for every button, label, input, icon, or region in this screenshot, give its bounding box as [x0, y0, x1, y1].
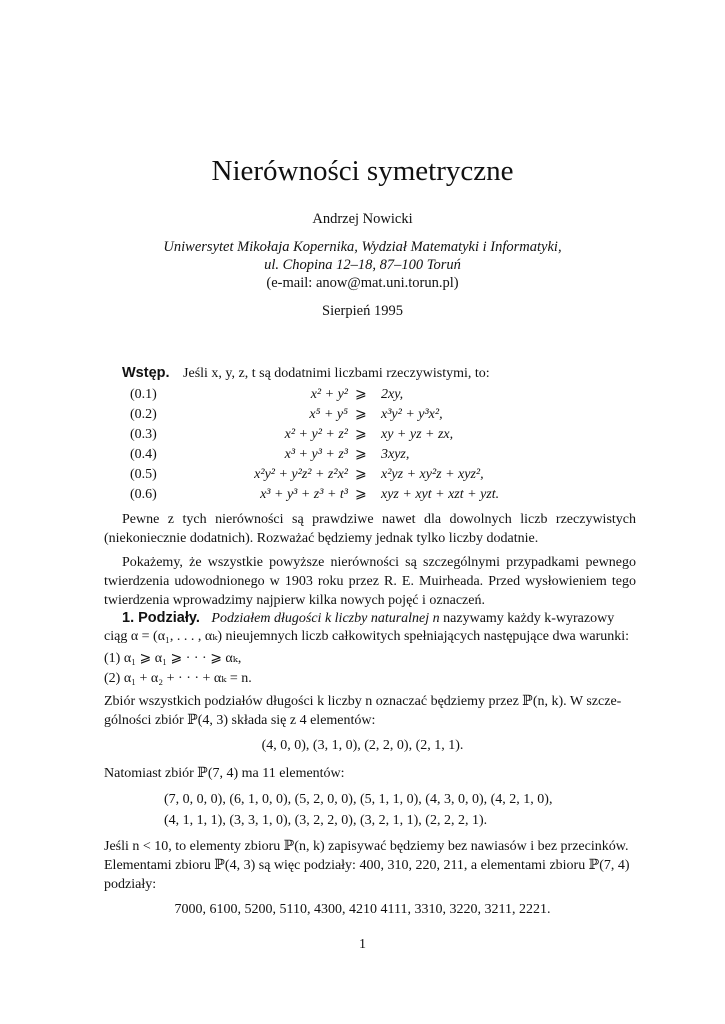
equation-lhs: x² + y² + z² [284, 427, 348, 442]
equation-relation: ⩾ [355, 427, 367, 442]
equation-relation: ⩾ [355, 467, 367, 482]
condition-2: (2) α₁ + α₂ + · · · + αₖ = n. [104, 671, 252, 686]
n10-line-1: Jeśli n < 10, to elementy zbioru ℙ(n, k) zapisywać będziemy bez nawiasów i bez przecinków. [104, 839, 629, 854]
equation-number: (0.4) [130, 447, 157, 462]
intro-paragraph-1: Pewne z tych nierówności są prawdziwe nawet dla dowolnych liczb rzeczywistych (niekoniecznie dodatnich). Rozważać będziemy jednak tylko liczby dodatnie. [104, 512, 636, 546]
equation-number: (0.5) [130, 467, 157, 482]
definition-italic: Podziałem długości k liczby naturalnej n [211, 611, 440, 626]
equation-number: (0.6) [130, 487, 157, 502]
equation-row [0, 426, 725, 446]
equation-number: (0.1) [130, 387, 157, 402]
n10-line-3: podziały: [104, 877, 157, 892]
section1-def-line [122, 609, 614, 628]
equation-relation: ⩾ [355, 387, 367, 402]
intro-heading: Wstęp. [122, 365, 170, 381]
equation-number: (0.3) [130, 427, 157, 442]
compact-partitions-display: 7000, 6100, 5200, 5110, 4300, 4210 4111, 3310, 3220, 3211, 2221. [174, 902, 551, 917]
intro-line [122, 364, 490, 383]
p43-display: (4, 0, 0), (3, 1, 0), (2, 2, 0), (2, 1, 1). [261, 738, 464, 753]
equation-rhs: xy + yz + zx, [381, 427, 454, 442]
condition-1: (1) α₁ ⩾ α₁ ⩾ · · · ⩾ αₖ, [104, 651, 242, 666]
paper-title: Nierówności symetryczne [211, 155, 514, 187]
equation-rhs: x²yz + xy²z + xyz², [381, 467, 484, 482]
equation-rhs: xyz + xyt + xzt + yzt. [381, 487, 500, 502]
author-name: Andrzej Nowicki [312, 211, 413, 227]
equation-rhs: x³y² + y³x², [381, 407, 443, 422]
equation-relation: ⩾ [355, 407, 367, 422]
affiliation [0, 238, 725, 274]
equation-relation: ⩾ [355, 447, 367, 462]
equation-rhs: 3xyz, [381, 447, 410, 462]
equation-lhs: x² + y² [310, 387, 348, 402]
n10-line-2: Elementami zbioru ℙ(4, 3) są więc podziały: 400, 310, 220, 211, a elementami zbioru ℙ(7, 4) [104, 858, 630, 873]
page-number: 1 [359, 937, 366, 952]
equation-lhs: x²y² + y²z² + z²x² [254, 467, 348, 482]
partition-set-line-2: gólności zbiór ℙ(4, 3) składa się z 4 elementów: [104, 713, 376, 728]
equation-relation: ⩾ [355, 487, 367, 502]
p74-row-1: (7, 0, 0, 0), (6, 1, 0, 0), (5, 2, 0, 0), (5, 1, 1, 0), (4, 3, 0, 0), (4, 2, 1, 0), [164, 792, 553, 807]
equation-row [0, 406, 725, 426]
p74-intro: Natomiast zbiór ℙ(7, 4) ma 11 elementów: [104, 766, 345, 781]
section1-heading: 1. Podziały. [122, 610, 200, 626]
equation-lhs: x⁵ + y⁵ [309, 407, 348, 422]
partition-set-line-1: Zbiór wszystkich podziałów długości k liczby n oznaczać będziemy przez ℙ(n, k). W szcze- [104, 694, 622, 709]
equation-rhs: 2xy, [381, 387, 404, 402]
intro-lead: Jeśli x, y, z, t są dodatnimi liczbami rzeczywistymi, to: [183, 366, 490, 381]
affiliation-line-2: ul. Chopina 12–18, 87–100 Toruń [264, 257, 461, 273]
equation-lhs: x³ + y³ + z³ + t³ [260, 487, 348, 502]
equation-row [0, 446, 725, 466]
p74-row-2: (4, 1, 1, 1), (3, 3, 1, 0), (3, 2, 2, 0), (3, 2, 1, 1), (2, 2, 2, 1). [164, 813, 488, 828]
definition-line-2: ciąg α = (α₁, . . . , αₖ) nieujemnych liczb całkowitych spełniających następujące dwa warunki: [104, 629, 630, 644]
paper-date: Sierpień 1995 [322, 303, 403, 319]
equation-number: (0.2) [130, 407, 157, 422]
equation-row [0, 466, 725, 486]
affiliation-line-1: Uniwersytet Mikołaja Kopernika, Wydział Matematyki i Informatyki, [163, 239, 562, 255]
author-email: (e-mail: anow@mat.uni.torun.pl) [266, 275, 459, 291]
definition-rest: nazywamy każdy k-wyrazowy [443, 611, 615, 626]
intro-paragraph-2: Pokażemy, że wszystkie powyższe nierówności są szczególnymi przypadkami pewnego twierdzenia udowodnionego w 1903 roku przez R. E. Muirheada. Przed wysłowieniem tego twierdzenia wprowadzimy najpierw kilka nowych pojęć i oznaczeń. [104, 555, 636, 608]
equation-lhs: x³ + y³ + z³ [284, 447, 348, 462]
equation-row [0, 486, 725, 506]
equation-row [0, 386, 725, 406]
